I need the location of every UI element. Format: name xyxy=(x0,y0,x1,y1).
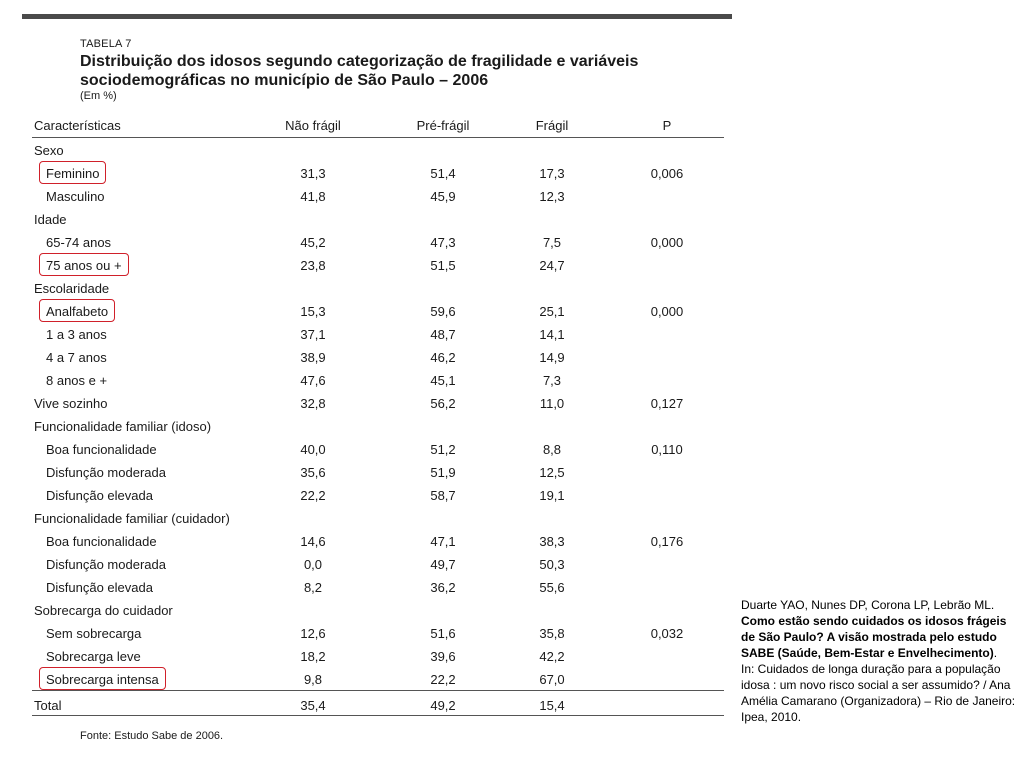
row-label: Masculino xyxy=(46,189,105,204)
column-header-p: P xyxy=(662,118,672,133)
table-section-row xyxy=(32,207,724,230)
cell-pre-fragil: 36,2 xyxy=(430,580,456,595)
total-label: Total xyxy=(34,698,62,713)
cell-nao-fragil: 15,3 xyxy=(300,304,326,319)
table-row xyxy=(32,667,724,691)
cell-fragil: 25,1 xyxy=(539,304,565,319)
cell-nao-fragil: 35,6 xyxy=(300,465,326,480)
table-header-row xyxy=(32,114,724,138)
citation-reference xyxy=(741,597,1017,725)
cell-nao-fragil: 22,2 xyxy=(300,488,326,503)
row-label: Sobrecarga do cuidador xyxy=(34,603,173,618)
cell-nao-fragil: 41,8 xyxy=(300,189,326,204)
cell-pre-fragil: 39,6 xyxy=(430,649,456,664)
cell-pre-fragil: 51,2 xyxy=(430,442,456,457)
row-label: Boa funcionalidade xyxy=(46,442,157,457)
frailty-table xyxy=(32,114,724,716)
citation-authors: Duarte YAO, Nunes DP, Corona LP, Lebrão ML. xyxy=(741,598,995,612)
table-row xyxy=(32,460,724,483)
cell-nao-fragil: 0,0 xyxy=(303,557,323,572)
cell-pre-fragil: 59,6 xyxy=(430,304,456,319)
table-row xyxy=(32,575,724,598)
cell-p: 0,000 xyxy=(650,304,684,319)
cell-nao-fragil: 14,6 xyxy=(300,534,326,549)
cell-pre-fragil: 51,5 xyxy=(430,258,456,273)
cell-pre-fragil: 51,9 xyxy=(430,465,456,480)
cell-fragil: 38,3 xyxy=(539,534,565,549)
table-label: TABELA 7 xyxy=(80,38,132,50)
cell-fragil: 7,3 xyxy=(542,373,562,388)
row-label: 1 a 3 anos xyxy=(46,327,107,342)
highlight-box xyxy=(39,161,106,184)
row-label: 8 anos e + xyxy=(46,373,108,388)
cell-pre-fragil: 51,4 xyxy=(430,166,456,181)
citation-title: Como estão sendo cuidados os idosos frágeis de São Paulo? A visão mostrada pelo estudo SABE (Saúde, Bem-Estar e Envelhecimento) xyxy=(741,614,1007,660)
cell-pre-fragil: 47,1 xyxy=(430,534,456,549)
total-pre-fragil: 49,2 xyxy=(430,698,456,713)
cell-nao-fragil: 38,9 xyxy=(300,350,326,365)
column-header-nao-fragil: Não frágil xyxy=(285,118,341,133)
cell-nao-fragil: 12,6 xyxy=(300,626,326,641)
total-nao-fragil: 35,4 xyxy=(300,698,326,713)
cell-fragil: 11,0 xyxy=(539,396,565,411)
row-label: Disfunção elevada xyxy=(46,488,153,503)
cell-fragil: 67,0 xyxy=(539,672,565,687)
table-source-note: Fonte: Estudo Sabe de 2006. xyxy=(80,730,224,742)
row-label: Disfunção elevada xyxy=(46,580,153,595)
cell-fragil: 35,8 xyxy=(539,626,565,641)
cell-p: 0,032 xyxy=(650,626,684,641)
cell-pre-fragil: 45,9 xyxy=(430,189,456,204)
table-row xyxy=(32,322,724,345)
cell-nao-fragil: 45,2 xyxy=(300,235,326,250)
row-label: 75 anos ou + xyxy=(46,258,122,273)
highlight-box xyxy=(39,667,166,690)
row-label: Vive sozinho xyxy=(34,396,108,411)
cell-fragil: 17,3 xyxy=(539,166,565,181)
cell-pre-fragil: 48,7 xyxy=(430,327,456,342)
table-row xyxy=(32,437,724,460)
cell-nao-fragil: 8,2 xyxy=(303,580,323,595)
cell-p: 0,127 xyxy=(650,396,684,411)
cell-p: 0,110 xyxy=(651,442,683,457)
cell-pre-fragil: 58,7 xyxy=(430,488,456,503)
highlight-box xyxy=(39,253,129,276)
row-label: Sobrecarga leve xyxy=(46,649,141,664)
cell-fragil: 7,5 xyxy=(542,235,562,250)
table-row xyxy=(32,368,724,391)
cell-fragil: 8,8 xyxy=(542,442,562,457)
cell-nao-fragil: 37,1 xyxy=(300,327,326,342)
column-header-pre-fragil: Pré-frágil xyxy=(416,118,470,133)
table-row xyxy=(32,299,724,322)
cell-fragil: 50,3 xyxy=(539,557,565,572)
cell-fragil: 14,1 xyxy=(539,327,565,342)
table-row xyxy=(32,184,724,207)
table-section-row xyxy=(32,414,724,437)
cell-pre-fragil: 45,1 xyxy=(430,373,456,388)
table-row xyxy=(32,621,724,644)
citation-title-end: . xyxy=(993,646,998,660)
cell-nao-fragil: 31,3 xyxy=(300,166,326,181)
citation-book: In: Cuidados de longa duração para a população idosa : um novo risco social a ser assumido? / Ana Amélia Camarano (Organizadora) – Rio de Janeiro: Ipea, 2010. xyxy=(741,662,1016,724)
table-row xyxy=(32,253,724,276)
cell-fragil: 42,2 xyxy=(539,649,565,664)
table-section-row xyxy=(32,598,724,621)
table-row xyxy=(32,552,724,575)
table-row xyxy=(32,644,724,667)
row-label: Funcionalidade familiar (cuidador) xyxy=(34,511,230,526)
table-section-row xyxy=(32,276,724,299)
cell-nao-fragil: 9,8 xyxy=(303,672,323,687)
table-total-row xyxy=(32,691,724,716)
cell-nao-fragil: 23,8 xyxy=(300,258,326,273)
cell-nao-fragil: 47,6 xyxy=(300,373,326,388)
row-label: Feminino xyxy=(46,166,100,181)
row-label: Idade xyxy=(34,212,67,227)
table-row xyxy=(32,345,724,368)
row-label: Sem sobrecarga xyxy=(46,626,142,641)
table-row xyxy=(32,529,724,552)
table-section-row xyxy=(32,138,724,161)
row-label: 4 a 7 anos xyxy=(46,350,107,365)
row-label: Escolaridade xyxy=(34,281,110,296)
table-section-row xyxy=(32,506,724,529)
row-label: 65-74 anos xyxy=(46,235,112,250)
row-label: Funcionalidade familiar (idoso) xyxy=(34,419,212,434)
top-divider-bar xyxy=(22,14,732,19)
table-unit: (Em %) xyxy=(80,90,117,102)
row-label: Disfunção moderada xyxy=(46,465,166,480)
cell-fragil: 55,6 xyxy=(539,580,565,595)
cell-p: 0,006 xyxy=(650,166,684,181)
cell-p: 0,000 xyxy=(650,235,684,250)
cell-nao-fragil: 32,8 xyxy=(300,396,326,411)
column-header-characteristics: Características xyxy=(34,118,121,133)
cell-fragil: 19,1 xyxy=(539,488,565,503)
table-title: Distribuição dos idosos segundo categorização de fragilidade e variáveis sociodemográficas no município de São Paulo – 2006 xyxy=(80,53,639,89)
cell-fragil: 12,5 xyxy=(539,465,565,480)
row-label: Boa funcionalidade xyxy=(46,534,157,549)
cell-pre-fragil: 46,2 xyxy=(430,350,456,365)
total-fragil: 15,4 xyxy=(539,698,565,713)
cell-pre-fragil: 56,2 xyxy=(430,396,456,411)
table-row xyxy=(32,161,724,184)
table-body xyxy=(32,138,724,691)
table-row xyxy=(32,483,724,506)
row-label: Disfunção moderada xyxy=(46,557,166,572)
cell-pre-fragil: 51,6 xyxy=(430,626,456,641)
row-label: Sexo xyxy=(34,143,64,158)
table-row xyxy=(32,230,724,253)
column-header-fragil: Frágil xyxy=(535,118,569,133)
cell-fragil: 14,9 xyxy=(539,350,565,365)
row-label: Sobrecarga intensa xyxy=(46,672,159,687)
cell-nao-fragil: 40,0 xyxy=(300,442,326,457)
cell-p: 0,176 xyxy=(650,534,684,549)
cell-pre-fragil: 49,7 xyxy=(430,557,456,572)
table-heading xyxy=(80,37,720,102)
table-section-row xyxy=(32,391,724,414)
row-label: Analfabeto xyxy=(46,304,109,319)
cell-pre-fragil: 47,3 xyxy=(430,235,456,250)
cell-fragil: 12,3 xyxy=(539,189,565,204)
cell-nao-fragil: 18,2 xyxy=(300,649,326,664)
highlight-box xyxy=(39,299,115,322)
cell-fragil: 24,7 xyxy=(539,258,565,273)
cell-pre-fragil: 22,2 xyxy=(430,672,456,687)
